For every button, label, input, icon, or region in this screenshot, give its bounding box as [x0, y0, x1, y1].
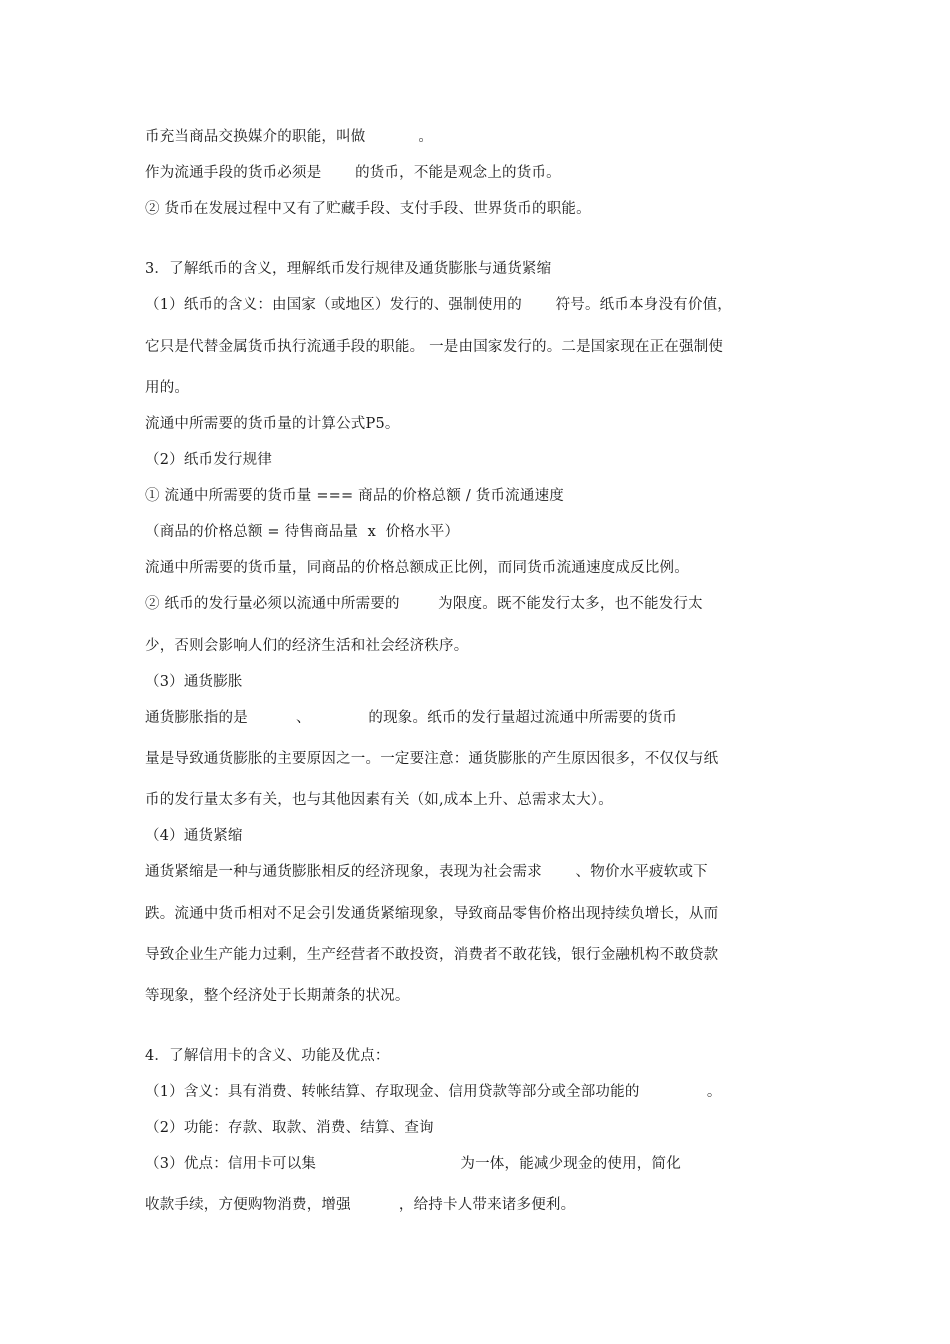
section-heading: 3．了解纸币的含义，理解纸币发行规律及通货膨胀与通货紧缩: [145, 261, 552, 277]
text-line: 它只是代替金属货币执行流通手段的职能。 一是由国家发行的。二是国家现在正在强制使: [145, 339, 724, 355]
text-line: 通货紧缩是一种与通货膨胀相反的经济现象，表现为社会需求 、物价水平疲软或下: [145, 864, 708, 880]
text-line: 少，否则会影响人们的经济生活和社会经济秩序。: [145, 638, 469, 654]
section-heading: 4．了解信用卡的含义、功能及优点：: [145, 1048, 390, 1064]
text-line: 等现象，整个经济处于长期萧条的状况。: [145, 988, 410, 1004]
subheading: （4）通货紧缩: [145, 828, 243, 844]
text-line: 流通中所需要的货币量的计算公式P5。: [145, 416, 400, 432]
text-line: （3）优点：信用卡可以集 为一体，能减少现金的使用，简化: [145, 1156, 681, 1172]
text-line: ② 纸币的发行量必须以流通中所需要的 为限度。既不能发行太多，也不能发行太: [145, 596, 703, 612]
text-line: （1）纸币的含义：由国家（或地区）发行的、强制使用的 符号。纸币本身没有价值，: [145, 297, 732, 313]
subheading: （2）纸币发行规律: [145, 452, 273, 468]
text-line: ① 流通中所需要的货币量 === 商品的价格总额 / 货币流通速度: [145, 488, 564, 504]
text-line: （2）功能：存款、取款、消费、结算、查询: [145, 1120, 434, 1136]
text-line: 量是导致通货膨胀的主要原因之一。一定要注意：通货膨胀的产生原因很多，不仅仅与纸: [145, 751, 719, 767]
text-line: 币充当商品交换媒介的职能，叫做 。: [145, 129, 434, 145]
text-line: 作为流通手段的货币必须是 的货币，不能是观念上的货币。: [145, 165, 561, 181]
text-line: 用的。: [145, 380, 190, 396]
text-line: 通货膨胀指的是 、 的现象。纸币的发行量超过流通中所需要的货币: [145, 710, 678, 726]
text-line: 收款手续，方便购物消费，增强 ，给持卡人带来诸多便利。: [145, 1197, 576, 1213]
text-line: ② 货币在发展过程中又有了贮藏手段、支付手段、世界货币的职能。: [145, 201, 591, 217]
subheading: （3）通货膨胀: [145, 674, 243, 690]
text-line: 跌。流通中货币相对不足会引发通货紧缩现象，导致商品零售价格出现持续负增长，从而: [145, 906, 719, 922]
text-line: 币的发行量太多有关，也与其他因素有关（如,成本上升、总需求太大）。: [145, 792, 613, 808]
text-line: （1）含义：具有消费、转帐结算、存取现金、信用贷款等部分或全部功能的 。: [145, 1084, 722, 1100]
text-line: （商品的价格总额 = 待售商品量 x 价格水平）: [145, 524, 460, 540]
text-line: 导致企业生产能力过剩，生产经营者不敢投资，消费者不敢花钱，银行金融机构不敢贷款: [145, 947, 719, 963]
text-line: 流通中所需要的货币量，同商品的价格总额成正比例，而同货币流通速度成反比例。: [145, 560, 689, 576]
